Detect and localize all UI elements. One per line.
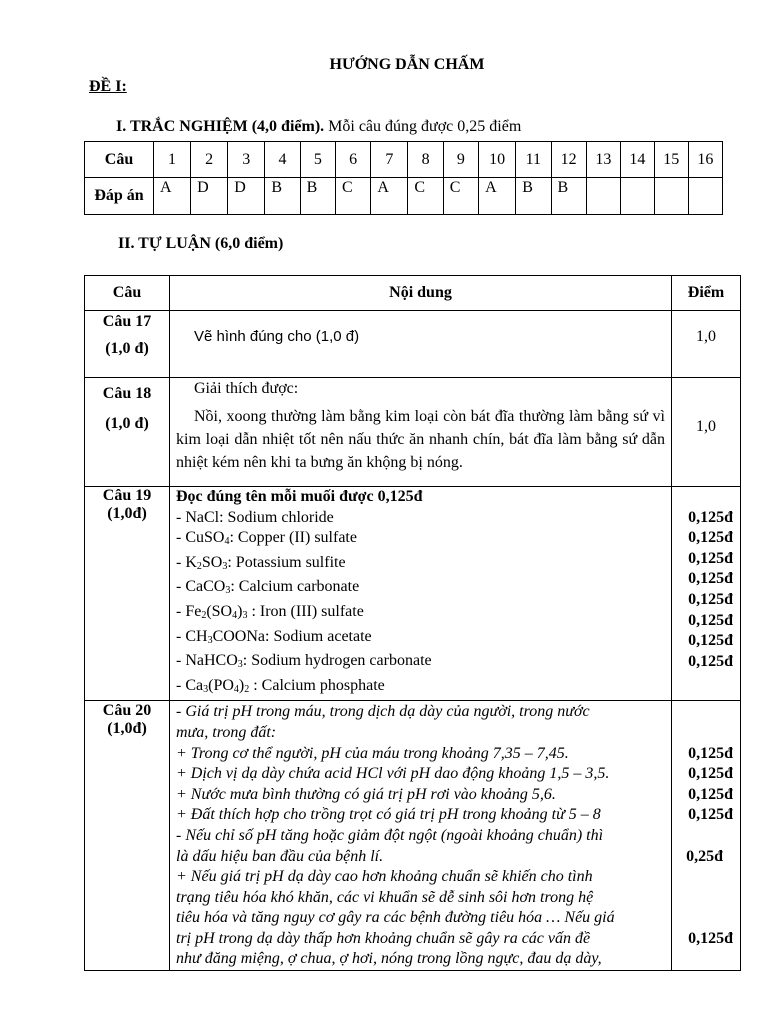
salt-text: - Fe (176, 602, 202, 620)
q18-intro: Giải thích được: (194, 380, 299, 397)
q18-label: Câu 18 (102, 385, 152, 402)
q20-line: + Nước mưa bình thường có giá trị pH rơi vào khoảng 5,6. (176, 785, 556, 803)
q20-line: + Trong cơ thể người, pH của máu trong khoảng 7,35 – 7,45. (176, 744, 569, 762)
q17-content: Vẽ hình đúng cho (1,0 đ) (194, 328, 360, 345)
col-header-score: Điểm (672, 276, 741, 311)
salt-line (176, 528, 671, 553)
score-value: 0,125đ (688, 632, 733, 650)
score-value: 0,125đ (688, 765, 733, 783)
score-value: 0,125đ (688, 744, 733, 762)
question-number: 3 (228, 142, 265, 178)
salt-line (176, 651, 671, 676)
answer-cell: D (191, 178, 228, 215)
q20-line: trị pH trong dạ dày thấp hơn khoảng chuẩn sẽ gây ra các vấn đề (176, 929, 591, 947)
q20-line: - Nếu chỉ số pH tăng hoặc giảm đột ngột (ngoài khoảng chuẩn) thì (176, 826, 604, 844)
subscript: 3 (225, 585, 231, 597)
salt-text: - CuSO (176, 529, 225, 547)
score-value: 0,125đ (688, 529, 733, 547)
question-number: 9 (443, 142, 478, 178)
salt-text: ) (238, 676, 245, 694)
salt-text: : Calcium carbonate (230, 578, 360, 596)
answer-table (84, 141, 723, 215)
question-number: 15 (654, 142, 688, 178)
page-title: HƯỚNG DẪN CHẤM (329, 56, 485, 73)
subscript: 2 (196, 560, 202, 572)
answer-cell: B (300, 178, 335, 215)
answer-cell (586, 178, 620, 215)
q18-score-cell (672, 378, 741, 487)
question-row-label: Câu (85, 142, 154, 178)
salt-text: (PO (208, 676, 234, 694)
essay-header-row (85, 276, 741, 311)
q18-points: (1,0 đ) (105, 415, 149, 432)
q19-label: Câu 19 (102, 487, 152, 504)
question-number: 1 (154, 142, 191, 178)
essay-table (84, 275, 741, 971)
answer-cell: C (335, 178, 370, 215)
q20-line: trạng tiêu hóa khó khăn, các vi khuẩn sẽ dễ sinh sôi hơn trong hệ (176, 888, 594, 906)
q18-label-cell (85, 378, 170, 487)
salt-text: : Potassium sulfite (227, 553, 346, 571)
score-value: 0,125đ (688, 806, 733, 824)
salt-text: ) (237, 602, 243, 620)
answer-cell: A (371, 178, 408, 215)
salt-line (176, 627, 671, 652)
q19-score-cell (672, 487, 741, 701)
question-number: 6 (335, 142, 370, 178)
q17-label-cell (85, 311, 170, 378)
q20-line: như đăng miệng, ợ chua, ợ hơi, nóng trong lồng ngực, đau dạ dày, (176, 950, 602, 968)
q20-line: + Nếu giá trị pH dạ dày cao hơn khoảng chuẩn sẽ khiến cho tình (176, 868, 593, 886)
question-number: 7 (371, 142, 408, 178)
salt-text: - CH (176, 627, 208, 645)
answer-cell: B (516, 178, 551, 215)
score-value: 0,125đ (688, 590, 733, 608)
subscript: 4 (233, 683, 239, 695)
subscript: 3 (222, 560, 228, 572)
score-value: 0,125đ (688, 611, 733, 629)
q20-label: Câu 20 (102, 702, 152, 720)
question-number: 11 (516, 142, 551, 178)
q20-line: tiêu hóa và tăng nguy cơ gây ra các bệnh đường tiêu hóa … Nếu giá (176, 909, 615, 927)
section1-title: I. TRẮC NGHIỆM (4,0 điểm). (116, 118, 325, 135)
salt-text: - Ca (176, 676, 204, 694)
q17-label: Câu 17 (102, 313, 152, 330)
score-value: 0,125đ (688, 570, 733, 588)
subscript: 4 (224, 536, 230, 548)
section1-heading (116, 118, 521, 136)
question-row (85, 142, 723, 178)
answer-cell: D (228, 178, 265, 215)
salt-text: : Sodium hydrogen carbonate (242, 652, 432, 670)
salt-line (176, 676, 671, 701)
q20-scores (672, 702, 740, 970)
q19-points: (1,0đ) (107, 505, 147, 522)
q19-label-cell (85, 487, 170, 701)
question-number: 2 (191, 142, 228, 178)
q20-line: mưa, trong đất: (176, 723, 277, 741)
salt-text: : Iron (III) sulfate (247, 602, 364, 620)
q18-body: Nồi, xoong thường làm bằng kim loại còn bát đĩa thường làm bằng sứ vì kim loại dẫn nhiệt tốt nên nấu thức ăn nhanh chín, bát đĩa làm bằng sứ dẫn nhiệt kém nên khi ta bưng ăn khộng bị nóng. (176, 408, 665, 471)
col-header-content: Nội dung (170, 276, 672, 311)
answer-cell (688, 178, 722, 215)
answer-row (85, 178, 723, 215)
q20-content-cell (170, 701, 672, 971)
q19-content-cell (170, 487, 672, 701)
q20-line: + Dịch vị dạ dày chứa acid HCl với pH dao động khoảng 1,5 – 3,5. (176, 765, 610, 783)
answer-cell: A (154, 178, 191, 215)
score-value: 0,25đ (686, 847, 723, 865)
q20-line: là dấu hiệu ban đầu của bệnh lí. (176, 847, 384, 865)
q20-points: (1,0đ) (107, 720, 147, 738)
score-value: 0,125đ (688, 549, 733, 567)
subscript: 2 (244, 683, 250, 695)
answer-cell: C (443, 178, 478, 215)
q19-lines (176, 487, 671, 700)
salt-line (176, 553, 671, 578)
q19-intro: Đọc đúng tên mỗi muối được 0,125đ (176, 488, 423, 505)
essay-row-q17 (85, 311, 741, 378)
salt-line (176, 602, 671, 627)
question-number: 13 (586, 142, 620, 178)
q18-score: 1,0 (696, 418, 716, 435)
q17-content-cell (170, 311, 672, 378)
subscript: 2 (201, 609, 207, 621)
essay-row-q18 (85, 378, 741, 487)
q20-score-cell (672, 701, 741, 971)
q20-line: - Giá trị pH trong máu, trong dịch dạ dày của người, trong nước (176, 703, 590, 721)
subscript: 4 (232, 609, 238, 621)
question-number: 12 (551, 142, 586, 178)
q17-score-cell (672, 311, 741, 378)
score-value: 0,125đ (688, 652, 733, 670)
salt-text: : Copper (II) sulfate (229, 529, 357, 547)
q19-scores (672, 487, 740, 672)
section1-note: Mỗi câu đúng được 0,25 điểm (324, 118, 522, 135)
salt-text: SO (201, 553, 223, 571)
salt-text: - K (176, 553, 197, 571)
answer-cell: B (551, 178, 586, 215)
score-value: 0,125đ (688, 929, 733, 947)
subscript: 3 (242, 609, 248, 621)
subscript: 3 (207, 634, 213, 646)
answer-cell: A (479, 178, 516, 215)
section2-heading: II. TỰ LUẬN (6,0 điểm) (118, 235, 284, 252)
q17-score: 1,0 (696, 328, 716, 345)
q17-points: (1,0 đ) (105, 340, 149, 357)
salt-line (176, 508, 671, 529)
subscript: 3 (237, 659, 243, 671)
answer-cell: C (408, 178, 443, 215)
col-header-question: Câu (85, 276, 170, 311)
question-number: 8 (408, 142, 443, 178)
salt-text: - NaHCO (176, 652, 238, 670)
subscript: 3 (203, 683, 209, 695)
q20-label-cell (85, 701, 170, 971)
question-number: 10 (479, 142, 516, 178)
q20-lines (176, 702, 665, 970)
essay-row-q19 (85, 487, 741, 701)
question-number: 14 (620, 142, 654, 178)
salt-text: - NaCl: Sodium chloride (176, 508, 334, 526)
question-number: 16 (688, 142, 722, 178)
score-value: 0,125đ (688, 785, 733, 803)
salt-text: - CaCO (176, 578, 226, 596)
answer-row-label: Đáp án (85, 178, 154, 215)
question-number: 4 (265, 142, 300, 178)
answer-cell: B (265, 178, 300, 215)
salt-text: : Calcium phosphate (249, 676, 385, 694)
salt-text: (SO (206, 602, 233, 620)
question-number: 5 (300, 142, 335, 178)
salt-line (176, 577, 671, 602)
q20-line: + Đất thích hợp cho trồng trọt có giá trị pH trong khoảng từ 5 – 8 (176, 806, 601, 824)
score-value: 0,125đ (688, 508, 733, 526)
answer-cell (620, 178, 654, 215)
answer-cell (654, 178, 688, 215)
essay-row-q20 (85, 701, 741, 971)
q18-content-cell (170, 378, 672, 487)
salt-text: COONa: Sodium acetate (212, 627, 372, 645)
exam-label: ĐỀ I: (89, 78, 127, 95)
